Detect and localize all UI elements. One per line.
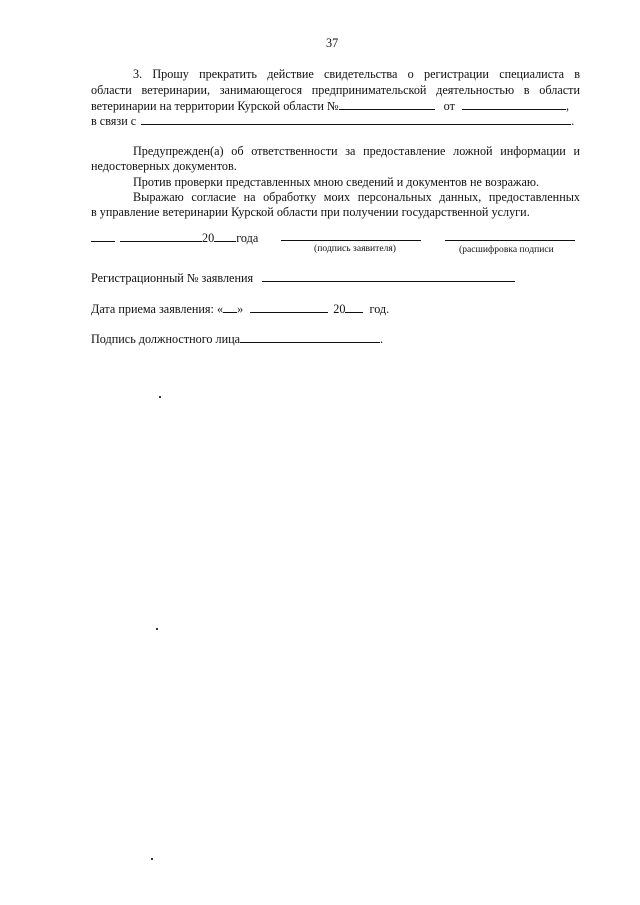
item3-line4-prefix: в связи с bbox=[91, 114, 137, 128]
scan-speck bbox=[159, 396, 161, 398]
warning-line2: недостоверных документов. bbox=[91, 159, 237, 173]
no-objection-text: Против проверки представленных мною сведений и документов не возражаю. bbox=[133, 175, 540, 189]
official-signature-row bbox=[91, 331, 383, 347]
signature-decoding-line[interactable] bbox=[445, 240, 575, 241]
application-year-field[interactable] bbox=[214, 230, 236, 242]
receipt-year-field[interactable] bbox=[345, 301, 363, 313]
application-date-row bbox=[91, 230, 258, 246]
official-signature-end: . bbox=[380, 332, 384, 346]
receipt-month-field[interactable] bbox=[250, 301, 328, 313]
registration-row bbox=[91, 270, 515, 286]
receipt-close-quote: » bbox=[237, 302, 244, 316]
official-signature-field[interactable] bbox=[240, 331, 380, 343]
certificate-date-field[interactable] bbox=[462, 98, 566, 110]
receipt-year-word: год. bbox=[369, 302, 390, 316]
item3-line4-end: . bbox=[571, 114, 575, 128]
scan-speck bbox=[156, 628, 158, 630]
item3-line3-prefix: ветеринарии на территории Курской области № bbox=[91, 99, 339, 113]
receipt-date-label: Дата приема заявления: « bbox=[91, 302, 224, 316]
application-day-field[interactable] bbox=[91, 230, 115, 242]
receipt-year-prefix: 20 bbox=[333, 302, 346, 316]
application-year-word: года bbox=[236, 231, 259, 245]
item3-line3-end: , bbox=[565, 99, 570, 113]
item3-line3 bbox=[91, 98, 569, 114]
receipt-date-row bbox=[91, 301, 389, 317]
certificate-number-field[interactable] bbox=[339, 98, 435, 110]
scan-speck bbox=[151, 858, 153, 860]
consent-line2: в управление ветеринарии Курской области при получении государственной услуги. bbox=[91, 205, 530, 219]
item3-line4 bbox=[91, 113, 574, 129]
applicant-signature-line[interactable] bbox=[281, 240, 421, 241]
application-month-field[interactable] bbox=[120, 230, 202, 242]
signature-decoding-caption: (расшифровка подписи bbox=[459, 244, 554, 255]
item3-line1: 3. Прошу прекратить действие свидетельства о регистрации специалиста в bbox=[133, 67, 580, 81]
official-signature-label: Подпись должностного лица bbox=[91, 332, 241, 346]
item3-line2: области ветеринарии, занимающегося предпринимательской деятельностью в области bbox=[91, 83, 580, 97]
application-year-prefix: 20 bbox=[202, 231, 215, 245]
registration-label: Регистрационный № заявления bbox=[91, 271, 254, 285]
warning-line1: Предупрежден(а) об ответственности за предоставление ложной информации и bbox=[133, 144, 580, 158]
page-number: 37 bbox=[326, 36, 339, 50]
applicant-signature-caption: (подпись заявителя) bbox=[314, 243, 397, 254]
reason-field[interactable] bbox=[141, 113, 571, 125]
item3-line3-from: от bbox=[443, 99, 455, 113]
consent-line1: Выражаю согласие на обработку моих персональных данных, предоставленных bbox=[133, 190, 580, 204]
registration-number-field[interactable] bbox=[262, 270, 515, 282]
receipt-day-field[interactable] bbox=[223, 301, 237, 313]
